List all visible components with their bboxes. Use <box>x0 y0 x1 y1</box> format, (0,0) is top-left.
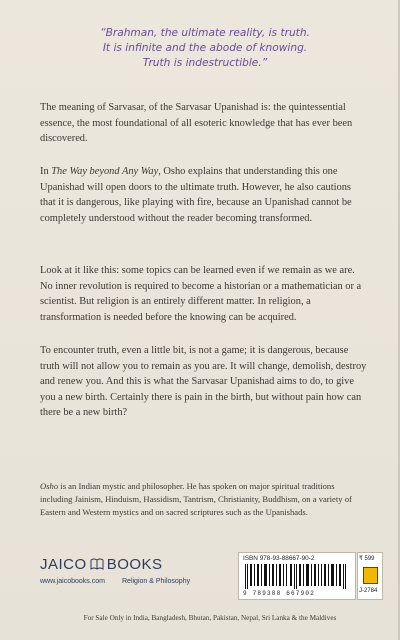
quote-line-3: Truth is indestructible.” <box>142 57 268 69</box>
quote-line-1: “Brahman, the ultimate reality, is truth. <box>100 27 310 39</box>
publisher-logo <box>40 556 210 600</box>
paragraph-look-at-it: Look at it like this: some topics can be learned even if we remain as we are. No inner revolution is required to become a historian or a mathematician or a scientist. But religion is an entirely different matter. In religion, a transformation is needed before the knowing can be acquired. <box>40 265 362 323</box>
author-name: Osho <box>40 481 59 491</box>
publisher-url: www.jaicobooks.com <box>40 578 105 585</box>
isbn-barcode <box>238 552 356 600</box>
book-category: Religion & Philosophy <box>122 578 191 585</box>
sale-territory-notice: For Sale Only in India, Bangladesh, Bhutan, Pakistan, Nepal, Sri Lanka & the Maldives <box>83 614 337 622</box>
paragraph-rest: , Osho explains that understanding this one Upanishad will open doors to the ultimate truth. However, he also cautions that it is dangerous, like playing with fire, because an Upanishad cannot be completely understood without the reader becoming transformed. <box>40 166 352 224</box>
barcode-digits: 9 789388 667902 <box>243 590 316 597</box>
open-book-icon <box>90 558 104 570</box>
paragraph-osho-explains <box>40 164 368 226</box>
author-bio-text: is an Indian mystic and philosopher. He has spoken on major spiritual traditions including Jainism, Hinduism, Hassidism, Tantrism, Christianity, Buddhism, on a variety of Eastern and Western mystics and on sacred scriptures such as the Upanishads. <box>40 481 352 518</box>
paragraph-prefix: In <box>40 166 52 177</box>
paragraph-encounter-truth: To encounter truth, even a little bit, is not a game; it is dangerous, because truth will not allow you to remain as you are. It will change, demolish, destroy and renew you. And this is what the Sarvasar Upanishad aims to do, to give you a new birth. Certainly there is pain in the birth, but without pain how can there be a new birth? <box>40 345 367 419</box>
publisher-badge-icon <box>363 567 378 584</box>
author-bio <box>40 480 368 520</box>
paragraph-meaning: The meaning of Sarvasar, of the Sarvasar Upanishad is: the quintessential essence, the most foundational of all esoteric knowledge that has ever been discovered. <box>40 102 353 145</box>
price-label: ₹ 599 <box>359 556 375 562</box>
publisher-name <box>40 556 163 573</box>
book-code: J-2784 <box>359 588 378 594</box>
quote-line-2: It is infinite and the abode of knowing. <box>102 42 308 54</box>
isbn-number: ISBN 978-93-88667-90-2 <box>243 555 315 562</box>
cover-quote <box>60 26 350 71</box>
publisher-name-right: BOOKS <box>106 556 163 573</box>
publisher-name-left: JAICO <box>40 556 87 573</box>
price-tag <box>357 552 383 600</box>
barcode-bars <box>243 564 349 589</box>
book-title: The Way beyond Any Way <box>51 166 159 177</box>
